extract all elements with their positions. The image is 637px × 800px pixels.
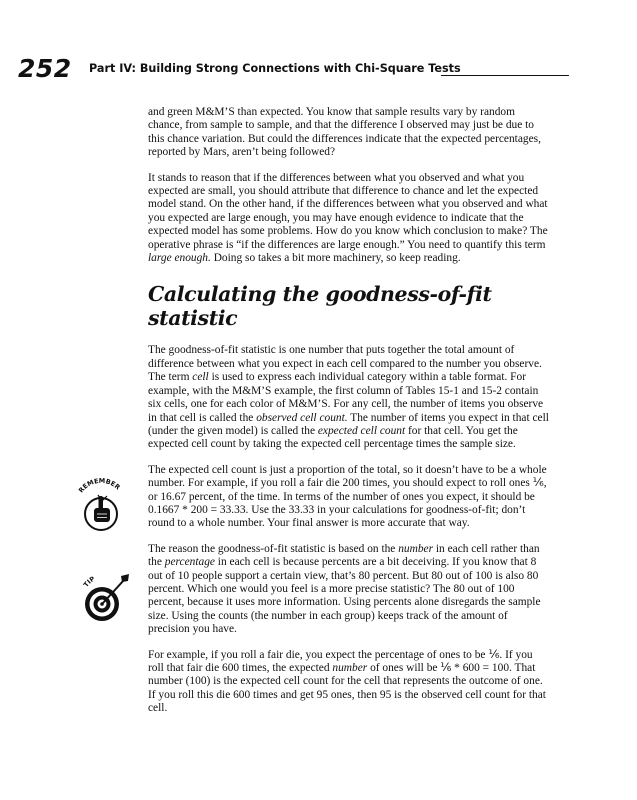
- text-run: in each cell is because percents are a bit deceiving. If you know that 8 out of 10 people support a certain view, that’s 80 percent. But 80 out of 100 is also 80 percent. Which one would you feel is a more precise statistic? The 80 out of 100 percent, because it uses more information. Using percents alone disregards the sample size. Using the counts (the number in each group) keeps track of the amount of precision you have.: [148, 556, 541, 636]
- emphasis: observed cell count.: [256, 411, 348, 424]
- text-run: Doing so takes a bit more machinery, so keep reading.: [210, 252, 461, 265]
- remember-icon: [72, 474, 130, 536]
- emphasis: cell: [192, 371, 209, 384]
- emphasis: number: [398, 542, 434, 555]
- text-run: in each cell rather than the: [148, 542, 540, 569]
- remember-paragraph: The expected cell count is just a proportion of the total, so it doesn’t have to be a whole number. For example, if you roll a fair die 200 times, you should expect to roll ones ⅙, or 16.67 percent, of the time. In terms of the number of ones you expect, it should be 0.1667 * 200 = 33.33. Use the 33.33 in your calculations for goodness-of-fit; don’t round to a whole number. Your final answer is more accurate that way.: [148, 463, 547, 530]
- emphasis: number: [332, 662, 368, 674]
- text-run: of ones will be ⅙ * 600 = 100. That number (100) is the expected cell count for the cell that represents the outcome of one. If you roll this die 600 times and get 95 ones, then 95 is the observed cell count for that cell.: [148, 662, 546, 715]
- text-run: The goodness-of-fit statistic is one number that puts together the total amount of difference between what you expect in each cell compared to the number you observe. The term: [148, 344, 542, 384]
- remember-icon-label: REMEMBER: [77, 476, 122, 495]
- paragraph: [148, 172, 550, 266]
- emphasis: expected cell count: [317, 424, 406, 437]
- paragraph: [148, 649, 550, 716]
- text-run: is used to express each individual category within a table format. For example, with the M&M’S example, the first column of Tables 15-1 and 15-2 contain six cells, one for each color of M&M’S. For any cell, the number of items you observe in that cell is called the: [148, 371, 544, 424]
- tip-paragraph: [148, 543, 550, 637]
- text-run: The reason the goodness-of-fit statistic is based on the: [148, 542, 399, 555]
- emphasis: percentage: [164, 556, 215, 569]
- paragraph: and green M&M’S than expected. You know that sample results vary by random chance, from sample to sample, and that the difference I observed may just be due to this chance variation. But could the differences indicate that the expected percentages, reported by Mars, aren’t being followed?: [148, 106, 541, 159]
- tip-icon: [76, 566, 134, 628]
- header-rule: [441, 75, 569, 76]
- body-text: [148, 106, 550, 728]
- page-number: 252: [18, 54, 72, 83]
- text-run: The number of items you expect in that cell (under the given model) is called the: [148, 411, 549, 437]
- text-run: For example, if you roll a fair die, you expect the percentage of ones to be ⅙. If you roll that fair die 600 times, the expected: [148, 648, 533, 674]
- paragraph: [148, 344, 550, 451]
- text-run: It stands to reason that if the differences between what you observed and what you expected are small, you should attribute that difference to chance and let the expected model stand. On the other hand, if the differences between what you observed and what you expected are large enough, you may have enough evidence to indicate that the expected model has some problems. How do you know which conclusion to make? The operative phrase is “if the differences are large enough.” You need to quantify this term: [148, 171, 548, 251]
- text-run: for that cell. You get the expected cell count by taking the expected cell percentage times the sample size.: [148, 424, 518, 451]
- tip-icon-label: TIP: [81, 574, 97, 589]
- section-heading: Calculating the goodness-of-fit statistic: [148, 282, 492, 331]
- emphasis: large enough.: [148, 252, 211, 265]
- running-header: [18, 56, 558, 86]
- header-title: Part IV: Building Strong Connections with Chi-Square Tests: [89, 62, 461, 75]
